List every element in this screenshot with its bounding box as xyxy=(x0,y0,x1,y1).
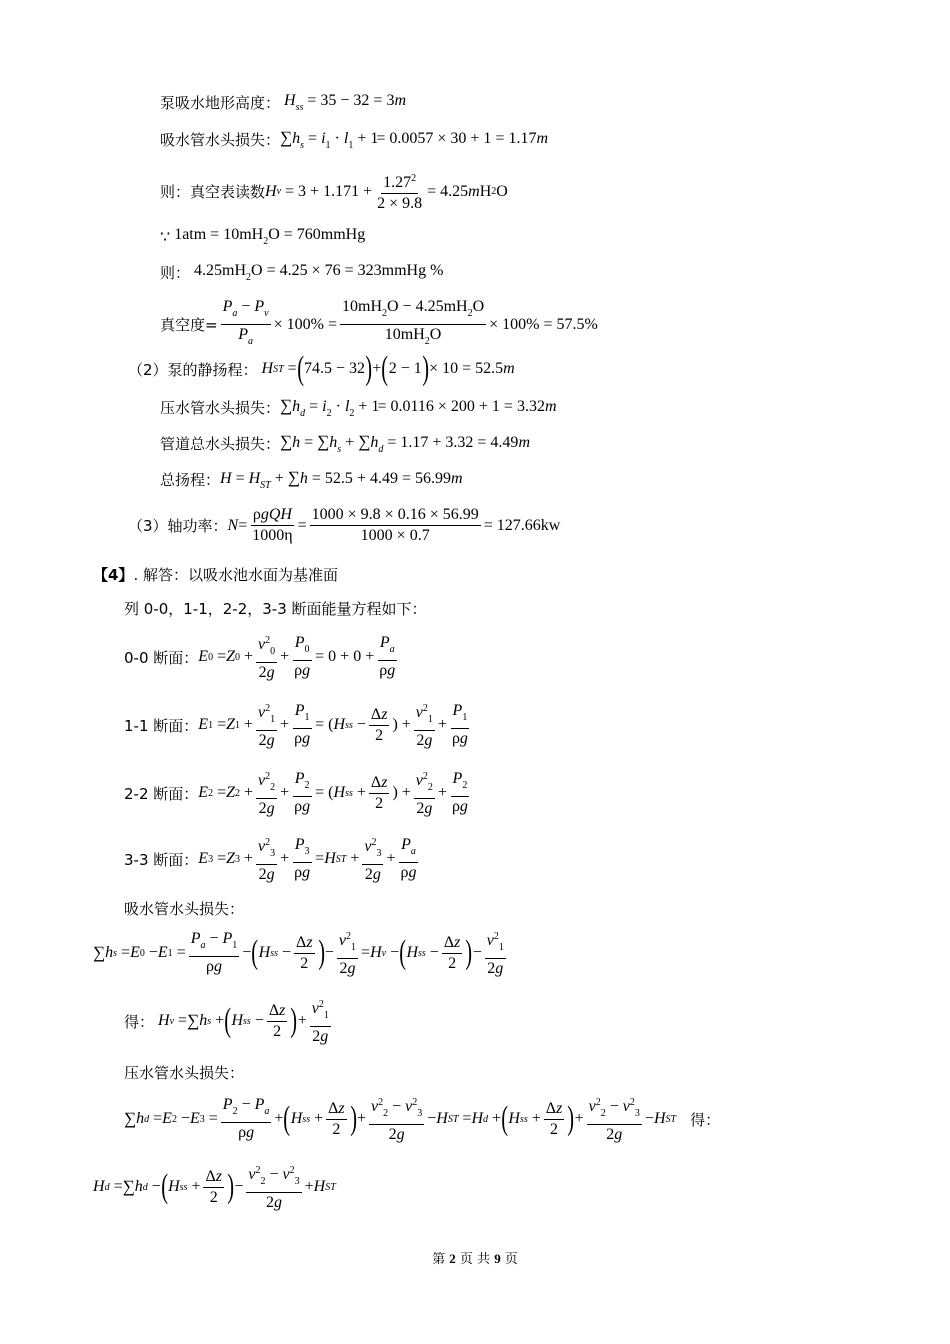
formula-h-total: $\sum h = \sum h_s + \sum h_d = 1.17 + 3.32 = 4.49m$ xyxy=(280,432,530,455)
formula-H: $H = H_{ST} + \sum h = 52.5 + 4.49 = 56.99m$ xyxy=(220,468,463,491)
section-0-0: 0-0 断面： E 0 = Z 0 + $\frac{v^2_0}{2g}$ + $\frac{P_0}{\rho g}$ = 0 + 0 + $\frac{P_a}{\rho g}$ xyxy=(124,632,400,682)
formula-sum-hs: ∑ h s = E 0 − E 1 = $\frac{P_a - P_1}{\rho g}$ − ( H ss − $\frac{\Delta z}{2}$ ) − $\frac{v^2_1}{2g}$ = H v − ( H ss − $\frac{\Delta z}{2}$ ) − $\frac{v^2_1}{2g}$ xyxy=(93,930,504,977)
formula-N: N = $\frac{\text{ρgQH}}{1000\eta}$ = $\frac{1000 \times 9.8 \times 0.16 \times 56.99}{1000 \times 0.7}$ = 127.66kw xyxy=(227,506,561,544)
section-2-2: 2-2 断面： E 2 = Z 2 + $\frac{v^2_2}{2g}$ + $\frac{P_2}{\rho g}$ = ( H ss + $\frac{\Delta z}{2}$ ) + $\frac{v^2_2}{2g}$ + $\frac{P_2}{\rho g}$ xyxy=(124,768,473,818)
equation-hd xyxy=(93,1162,336,1212)
formula-hv: H v = 3 + 1.171 + $\frac{1.27^2}{2 \times 9.8}$ = 4.25 m H 2 O xyxy=(265,170,508,213)
question-4-header: 【4】 . 解答：以吸水池水面为基准面 xyxy=(93,566,338,584)
page-number: 2 xyxy=(449,1251,456,1266)
line-vacuum-reading: 则：真空表读数 H v = 3 + 1.171 + $\frac{1.27^2}{2 \times 9.8}$ = 4.25 m H 2 O xyxy=(160,170,508,213)
equation-pressure-loss: ∑ h d = E 2 − E 3 = $\frac{P_2 - P_a}{\rho g}$ + ( H ss + $\frac{\Delta z}{2}$ ) + $\frac{v^2_2 - v^2_3}{2g}$ − H ST = H d + ( H ss + $\frac{\Delta z}{2}$ ) + $\frac{v^2_2 - v^2_3}{2g}$ − H ST 得： xyxy=(124,1096,721,1143)
formula-hv-result: H v = ∑ h s + ( H ss − $\frac{\Delta z}{2}$ ) + $\frac{v^2_1}{2g}$ xyxy=(154,996,334,1046)
line-vacuum-degree: 真空度= $\frac{P_a - P_v}{P_a}$ × 100% = $\frac{10mH_2O - 4.25mH_2O}{10mH_2O}$ × 100% = 57.5% xyxy=(160,298,598,351)
page-footer: 第 2 页 共 9 页 xyxy=(432,1251,518,1267)
formula-E1: E 1 = Z 1 + $\frac{v^2_1}{2g}$ + $\frac{P_1}{\rho g}$ = ( H ss − $\frac{\Delta z}{2}$ ) + $\frac{v^2_1}{2g}$ + $\frac{P_1}{\rho g}$ xyxy=(198,702,468,749)
line-total-head: 总扬程： $H = H_{ST} + \sum h = 52.5 + 4.49 = 56.99m$ xyxy=(160,468,463,491)
line-shaft-power: （3）轴功率： N = $\frac{\text{ρgQH}}{1000\eta}$ = $\frac{1000 \times 9.8 \times 0.16 \times 56.99}{1000 \times 0.7}$ = 127.66kw xyxy=(128,506,561,544)
formula-hs: $\sum h_s = i_1 \cdot l_1 + 1 = 0.0057 \times 30 + 1 = 1.17m$ xyxy=(280,128,548,151)
formula-E0: E 0 = Z 0 + $\frac{v^2_0}{2g}$ + $\frac{P_0}{\rho g}$ = 0 + 0 + $\frac{P_a}{\rho g}$ xyxy=(198,634,396,681)
formula-vacuum: $\frac{P_a - P_v}{P_a}$ × 100% = $\frac{10mH_2O - 4.25mH_2O}{10mH_2O}$ × 100% = 57.5% xyxy=(222,298,598,347)
line-conversion: 则： $4.25mH_2O = 4.25 \times 76$ = 323mmHg % xyxy=(160,262,444,283)
formula-conversion: $4.25mH_2O = 4.25 \times 76$ = 323mmHg % xyxy=(194,262,444,283)
label-pressure-loss: 压水管水头损失： xyxy=(124,1064,245,1082)
equation-hv: 得： H v = ∑ h s + ( H ss − $\frac{\Delta z}{2}$ ) + $\frac{v^2_1}{2g}$ xyxy=(124,996,334,1046)
label-suction-loss: 吸水管水头损失： xyxy=(124,900,245,918)
section-3-3: 3-3 断面： E 3 = Z 3 + $\frac{v^2_3}{2g}$ + $\frac{P_3}{\rho g}$ = H ST + $\frac{v^2_3}{2g}$ + $\frac{P_a}{\rho g}$ xyxy=(124,834,421,884)
line-suction-height: 泵吸水地形高度： $H_{ss} = 35 - 32 = 3m$ xyxy=(160,92,407,113)
line-pressure-loss: 压水管水头损失： $\sum h_d = i_2 \cdot l_2 + 1 = 0.0116 \times 200 + 1 = 3.32m$ xyxy=(160,396,557,419)
formula-hd: $\sum h_d = i_2 \cdot l_2 + 1 = 0.0116 \times 200 + 1 = 3.32m$ xyxy=(280,396,557,419)
formula-E2: E 2 = Z 2 + $\frac{v^2_2}{2g}$ + $\frac{P_2}{\rho g}$ = ( H ss + $\frac{\Delta z}{2}$ ) + $\frac{v^2_2}{2g}$ + $\frac{P_2}{\rho g}$ xyxy=(198,770,468,817)
page-total: 9 xyxy=(494,1251,501,1266)
formula-hd-result: H d = ∑ h d − ( H ss + $\frac{\Delta z}{2}$ ) − $\frac{v^2_2 - v^2_3}{2g}$ + H ST xyxy=(93,1162,336,1212)
equation-suction-loss xyxy=(93,928,509,978)
line-suction-loss: 吸水管水头损失： $\sum h_s = i_1 \cdot l_1 + 1 = 0.0057 \times 30 + 1 = 1.17m$ xyxy=(160,128,548,151)
line-total-loss: 管道总水头损失： $\sum h = \sum h_s + \sum h_d = 1.17 + 3.32 = 4.49m$ xyxy=(160,432,530,455)
line-static-head: （2）泵的静扬程： H ST = ( 74.5 − 32 ) + ( 2 − 1 ) × 10 = 52.5 m xyxy=(128,350,515,387)
line-atm: ∵ $1atm = 10mH_2O$ = 760mmHg xyxy=(160,226,366,247)
formula-hss: $H_{ss} = 35 - 32 = 3m$ xyxy=(284,92,407,113)
section-1-1: 1-1 断面： E 1 = Z 1 + $\frac{v^2_1}{2g}$ + $\frac{P_1}{\rho g}$ = ( H ss − $\frac{\Delta z}{2}$ ) + $\frac{v^2_1}{2g}$ + $\frac{P_1}{\rho g}$ xyxy=(124,700,473,750)
question-4-intro: 列 0-0，1-1，2-2，3-3 断面能量方程如下： xyxy=(124,600,427,618)
formula-atm: $1atm = 10mH_2O$ = 760mmHg xyxy=(174,226,366,247)
formula-sum-hd: ∑ h d = E 2 − E 3 = $\frac{P_2 - P_a}{\rho g}$ + ( H ss + $\frac{\Delta z}{2}$ ) + $\frac{v^2_2 - v^2_3}{2g}$ − H ST = H d + ( H ss + $\frac{\Delta z}{2}$ ) + $\frac{v^2_2 - v^2_3}{2g}$ − H ST xyxy=(124,1096,677,1143)
formula-E3: E 3 = Z 3 + $\frac{v^2_3}{2g}$ + $\frac{P_3}{\rho g}$ = H ST + $\frac{v^2_3}{2g}$ + $\frac{P_a}{\rho g}$ xyxy=(198,836,417,883)
formula-hst: H ST = ( 74.5 − 32 ) + ( 2 − 1 ) × 10 = 52.5 m xyxy=(261,350,515,387)
